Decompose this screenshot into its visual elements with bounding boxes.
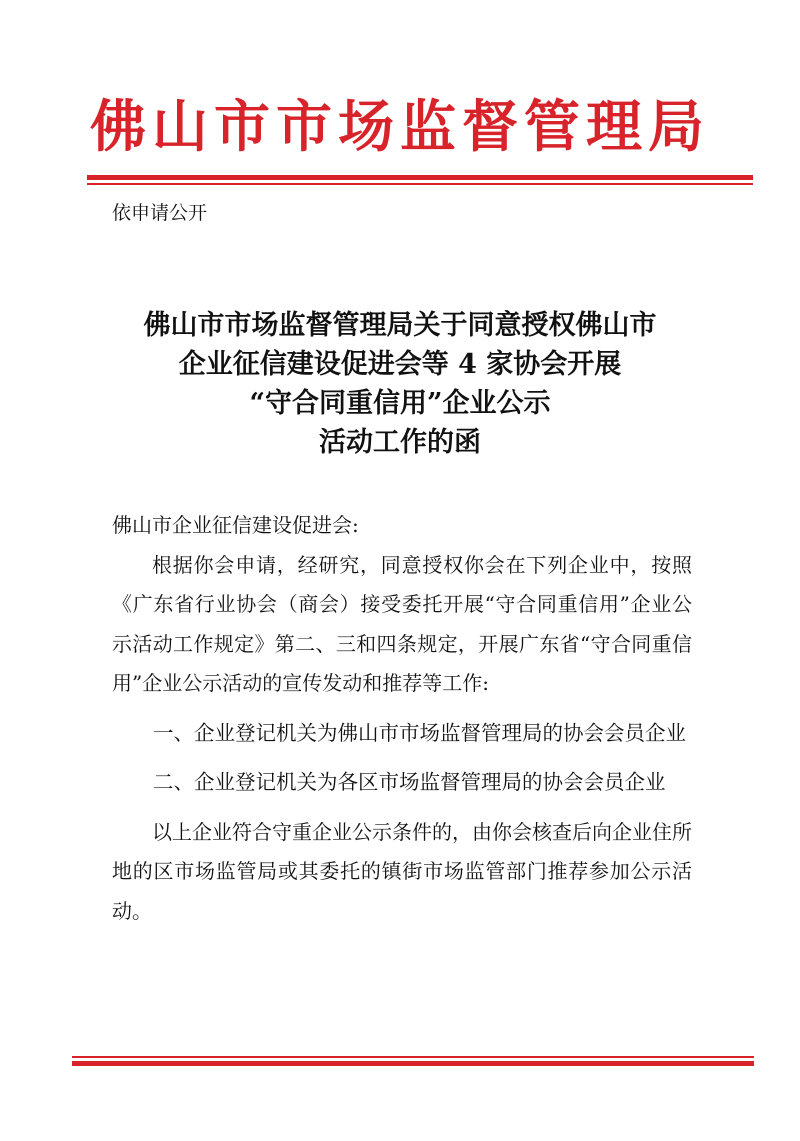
letterhead-red-rule-thick	[87, 175, 753, 180]
list-item: 二、企业登记机关为各区市场监督管理局的协会会员企业	[153, 770, 666, 794]
body-paragraph: 根据你会申请，经研究，同意授权你会在下列企业中，按照《广东省行业协会（商会）接受委托开展“守合同重信用”企业公示活动工作规定》第二、三和四条规定，开展广东省“守合同重信用”企业公示活动的宣传发动和推荐等工作:	[112, 552, 692, 695]
document-title-line: “守合同重信用”企业公示	[249, 388, 551, 419]
body-paragraph: 以上企业符合守重企业公示条件的，由你会核查后向企业住所地的区市场监管局或其委托的镇街市场监管部门推荐参加公示活动。	[112, 819, 692, 923]
document-title-line: 活动工作的函	[319, 427, 481, 458]
list-item: 一、企业登记机关为佛山市市场监督管理局的协会会员企业	[153, 720, 686, 745]
document-title-line: 佛山市市场监督管理局关于同意授权佛山市	[143, 310, 657, 341]
salutation: 佛山市企业征信建设促进会:	[112, 513, 359, 537]
document-title-line: 企业征信建设促进会等 4 家协会开展	[178, 349, 622, 380]
disclosure-mark: 依申请公开	[112, 202, 208, 224]
document-body	[112, 506, 692, 931]
footer-red-rule-thick	[72, 1061, 754, 1066]
document-title	[0, 306, 800, 462]
footer-red-rule-thin	[72, 1056, 754, 1058]
letterhead-red-rule-thin	[87, 183, 753, 185]
letterhead-agency-name: 佛山市市场监督管理局	[90, 94, 710, 160]
